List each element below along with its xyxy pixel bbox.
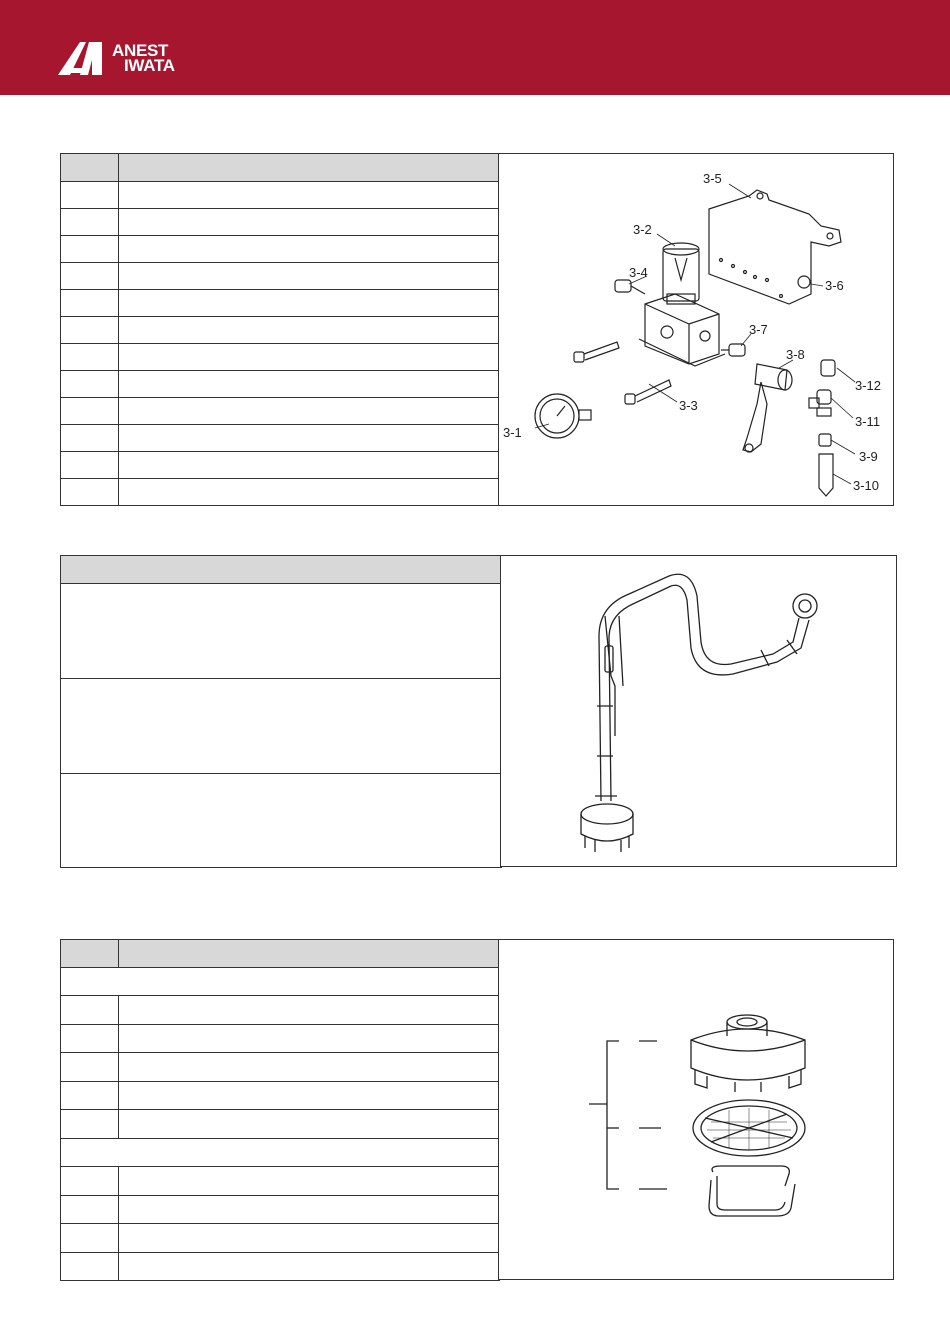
fitting-3-12-image xyxy=(821,360,835,376)
valve-3-10-image xyxy=(819,454,833,496)
fitting-3-4-image xyxy=(615,280,645,294)
table-group-row xyxy=(61,968,500,996)
table-row xyxy=(61,584,502,679)
table-row xyxy=(61,263,500,290)
group-bracket xyxy=(589,1041,667,1189)
table-row xyxy=(61,1196,500,1224)
regulator-diagram-panel xyxy=(498,153,894,506)
table-header-row xyxy=(61,940,500,968)
table-group-row xyxy=(61,1139,500,1167)
callout-3-9: 3-9 xyxy=(859,449,878,464)
table-row xyxy=(61,1224,500,1253)
header-cell-no xyxy=(61,154,119,182)
table-row xyxy=(61,317,500,344)
callout-3-10: 3-10 xyxy=(853,478,880,493)
anest-iwata-logo-icon xyxy=(58,42,110,76)
table-row xyxy=(61,1253,500,1281)
callout-3-1: 3-1 xyxy=(503,425,522,440)
callout-3-5: 3-5 xyxy=(703,171,722,186)
ball-valve-3-8-image xyxy=(743,364,792,452)
parts-table-1 xyxy=(60,153,500,506)
brand-line-2: IWATA xyxy=(124,56,175,75)
parts-table-2 xyxy=(60,555,502,868)
callout-3-3: 3-3 xyxy=(679,398,698,413)
callout-3-4: 3-4 xyxy=(629,265,648,280)
callout-3-12: 3-12 xyxy=(855,378,882,393)
table-row xyxy=(61,1025,500,1053)
table-row xyxy=(61,679,502,774)
bracket-part-image xyxy=(709,190,841,304)
nut-3-6-image xyxy=(798,276,810,288)
parts-table-3 xyxy=(60,939,500,1281)
header-cell-description xyxy=(119,154,500,182)
suction-tube-panel xyxy=(500,555,897,867)
table-row xyxy=(61,398,500,425)
tee-3-11-image xyxy=(809,390,831,416)
table-row xyxy=(61,290,500,317)
strainer-exploded-diagram xyxy=(499,940,895,1281)
foot-strainer-image xyxy=(581,804,633,852)
table-row xyxy=(61,774,502,868)
table-row xyxy=(61,1110,500,1139)
callout-3-11: 3-11 xyxy=(855,414,881,429)
table-row xyxy=(61,236,500,263)
table-row xyxy=(61,182,500,209)
strainer-cap-image xyxy=(691,1015,805,1092)
table-row xyxy=(61,344,500,371)
table-row xyxy=(61,452,500,479)
table-row xyxy=(61,479,500,506)
mesh-screen-image xyxy=(693,1100,805,1156)
regulator-exploded-diagram xyxy=(499,154,895,507)
suction-tube-diagram xyxy=(501,556,898,868)
pressure-gauge-image xyxy=(535,394,591,438)
table-header-row xyxy=(61,154,500,182)
strainer-diagram-panel xyxy=(498,939,894,1280)
table-row xyxy=(61,996,500,1025)
regulator-knob-image xyxy=(663,243,699,304)
table-header-row xyxy=(61,556,502,584)
nipple-3-9-image xyxy=(819,434,831,446)
callout-3-8: 3-8 xyxy=(786,347,805,362)
table-row xyxy=(61,1082,500,1110)
brand-line-1: ANEST xyxy=(112,41,169,60)
table-row xyxy=(61,371,500,398)
clip-ring-image xyxy=(709,1166,795,1216)
brand-wordmark xyxy=(112,43,175,73)
table-row xyxy=(61,209,500,236)
callout-3-6: 3-6 xyxy=(825,278,844,293)
regulator-body-image xyxy=(639,294,725,366)
table-row xyxy=(61,425,500,452)
callout-3-2: 3-2 xyxy=(633,222,652,237)
callout-3-7: 3-7 xyxy=(749,322,768,337)
table-row xyxy=(61,1167,500,1196)
suction-tube-image xyxy=(595,574,817,801)
table-row xyxy=(61,1053,500,1082)
